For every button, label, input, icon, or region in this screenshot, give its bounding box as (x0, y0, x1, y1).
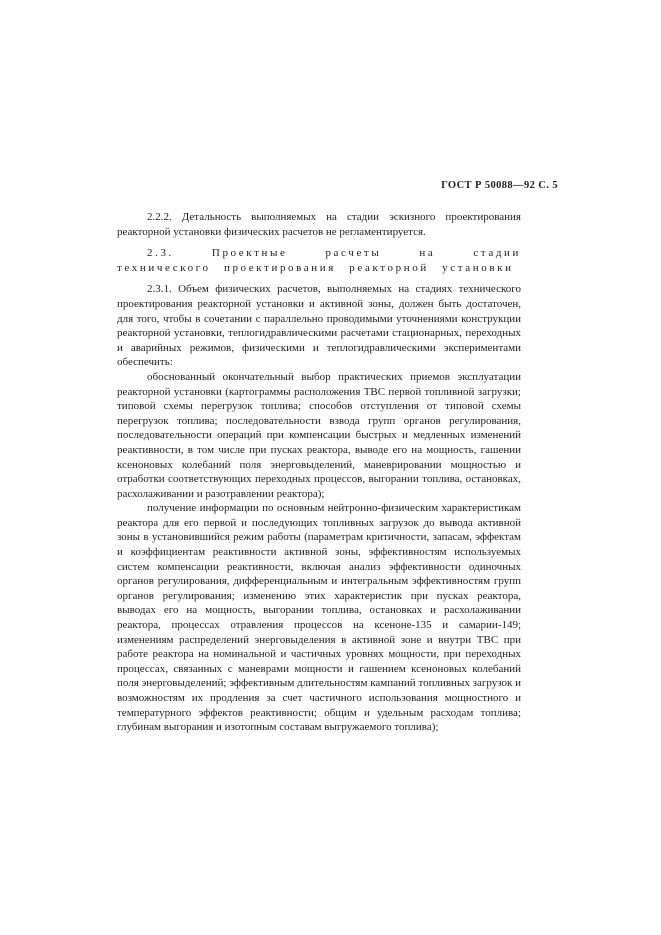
para-2-3-1: 2.3.1. Объем физических расчетов, выполняемых на стадиях технического проектирования реакторной установки и активной зоны, должен быть достаточен, для того, чтобы в сочетании с параллельно проводимыми уточнениями конструкции реакторной установки, теплогидравлическими расчетами стационарных, переходных и аварийных режимов, физическими и теплогидравлическими экспериментами обеспечить: (117, 283, 521, 369)
list-item-1: обоснованный окончательный выбор практических приемов эксплуатации реакторной установки (картограммы расположения ТВС первой топливной загрузки; типовой схемы перегрузок топлива; способов отступления от типовой схемы перегрузок топлива; последовательности взвода групп органов регулирования, последовательности операций при компенсации быстрых и медленных изменений реактивности, в том числе при пусках реактора, выводе его на мощность, гашении ксеноновых колебаний поля энерговыделений, маневрировании мощностью и отработки соответствующих переходных процессов, выгорании топлива, остановках, расхолаживании и разотравлении реактора); (117, 370, 521, 500)
heading-2-3: 2.3. Проектные расчеты на стадии технического проектирования реакторной установки (117, 247, 521, 274)
list-item-2: получение информации по основным нейтронно-физическим характеристикам реактора для его первой и последующих топливных загрузок до вывода активной зоны в установившийся режим работы (параметрам критичности, запасам, эффектам и коэффициентам реактивности активной зоны, эффективностям используемых систем компенсации реактивности, включая анализ эффективности одиночных органов регулирования, дифференциальным и интегральным эффективностям групп органов регулирования; изменению этих характеристик при пусках реактора, выводах его на мощность, выгорании топлива, остановках и расхолаживании реактора, процессах отравления процессов на ксеноне-135 и самарии-149; изменениям распределений энерговыделения в активной зоне и внутри ТВС при работе реактора на номинальной и частичных уровнях мощности, при переходных процессах, связанных с маневрами мощности и гашением ксеноновых колебаний поля энерговыделений; эффективным длительностям кампаний топливных загрузок и возможностям их продления за счет частичного использования мощностного и температурного эффектов реактивности; общим и удельным расходам топлива; глубинам выгорания и изотопным составам выгружаемого топлива); (117, 502, 521, 734)
page-header: ГОСТ Р 50088—92 С. 5 (441, 180, 558, 191)
document-body (117, 210, 521, 735)
para-2-2-2: 2.2.2. Детальность выполняемых на стадии эскизного проектирования реакторной установки физических расчетов не регламентируется. (117, 211, 521, 238)
